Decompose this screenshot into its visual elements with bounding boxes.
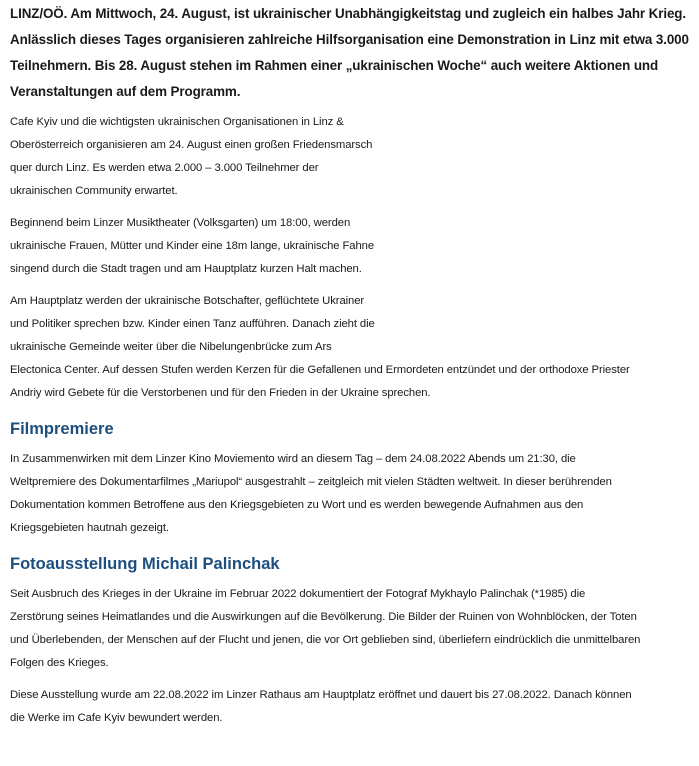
lead-line: Anlässlich dieses Tages organisieren zahlreiche Hilfsorganisation eine Demonstration in Linz mit etwa 3.000 — [10, 32, 689, 47]
text-line: Beginnend beim Linzer Musiktheater (Volksgarten) um 18:00, werden — [10, 217, 351, 229]
text-line: Cafe Kyiv und die wichtigsten ukrainischen Organisationen in Linz & — [10, 116, 344, 128]
lead-line: Veranstaltungen auf dem Programm. — [10, 84, 241, 99]
text-line: Dokumentation kommen Betroffene aus den Kriegsgebieten zu Wort und es werden bewegende Aufnahmen aus den — [10, 499, 584, 511]
paragraph-filmpremiere — [10, 448, 688, 540]
text-line: ukrainische Gemeinde weiter über die Nibelungenbrücke zum Ars — [10, 341, 332, 353]
text-line: ukrainische Frauen, Mütter und Kinder eine 18m lange, ukrainische Fahne — [10, 240, 375, 252]
paragraph-fotoausstellung-1 — [10, 583, 688, 675]
text-line: Zerstörung seines Heimatlandes und die Auswirkungen auf die Bevölkerung. Die Bilder der Ruinen von Wohnblöcken, der Toten — [10, 611, 637, 623]
text-line: Electonica Center. Auf dessen Stufen werden Kerzen für die Gefallenen und Ermordeten entzündet und der orthodoxe Priester — [10, 364, 630, 376]
text-line: und Politiker sprechen bzw. Kinder einen Tanz aufführen. Danach zieht die — [10, 318, 375, 330]
text-line: ukrainischen Community erwartet. — [10, 185, 178, 197]
paragraph-musiktheater — [10, 212, 688, 281]
text-line: Am Hauptplatz werden der ukrainische Botschafter, geflüchtete Ukrainer — [10, 295, 365, 307]
text-line: Andriy wird Gebete für die Verstorbenen und für den Frieden in der Ukraine sprechen. — [10, 387, 431, 399]
paragraph-fotoausstellung-2 — [10, 684, 688, 730]
text-line: quer durch Linz. Es werden etwa 2.000 – 3.000 Teilnehmer der — [10, 162, 319, 174]
text-line: Seit Ausbruch des Krieges in der Ukraine im Februar 2022 dokumentiert der Fotograf Mykhaylo Palinchak (*1985) die — [10, 588, 586, 600]
text-line: und Überlebenden, der Menschen auf der Flucht und jenen, die vor Ort geblieben sind, überliefern eindrücklich die unmittelbaren — [10, 634, 641, 646]
text-line: Diese Ausstellung wurde am 22.08.2022 im Linzer Rathaus am Hauptplatz eröffnet und dauert bis 27.08.2022. Danach können — [10, 689, 632, 701]
section-heading-filmpremiere: Filmpremiere — [10, 420, 114, 438]
lead-line: Teilnehmern. Bis 28. August stehen im Rahmen einer „ukrainischen Woche“ auch weitere Aktionen und — [10, 58, 659, 73]
paragraph-friedensmarsch — [10, 111, 688, 203]
lead-line: LINZ/OÖ. Am Mittwoch, 24. August, ist ukrainischer Unabhängigkeitstag und zugleich ein halbes Jahr Krieg. — [10, 6, 686, 21]
lead-paragraph — [10, 0, 688, 105]
text-line: Oberösterreich organisieren am 24. August einen großen Friedensmarsch — [10, 139, 373, 151]
text-line: Weltpremiere des Dokumentarfilmes „Mariupol“ ausgestrahlt – zeitgleich mit vielen Städten weltweit. In dieser berührenden — [10, 476, 612, 488]
section-heading-fotoausstellung: Fotoausstellung Michail Palinchak — [10, 555, 280, 573]
text-line: singend durch die Stadt tragen und am Hauptplatz kurzen Halt machen. — [10, 263, 362, 275]
text-line: Folgen des Krieges. — [10, 657, 109, 669]
text-line: die Werke im Cafe Kyiv bewundert werden. — [10, 712, 223, 724]
paragraph-hauptplatz — [10, 290, 688, 405]
text-line: Kriegsgebieten hautnah gezeigt. — [10, 522, 169, 534]
text-line: In Zusammenwirken mit dem Linzer Kino Moviemento wird an diesem Tag – dem 24.08.2022 Abends um 21:30, die — [10, 453, 576, 465]
